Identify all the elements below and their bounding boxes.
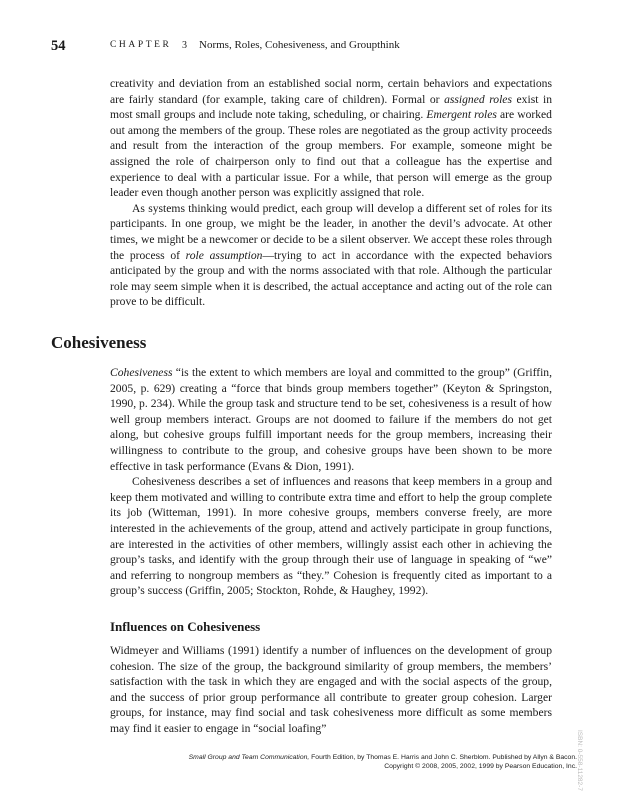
isbn-watermark: ISBN: 0-558-11282-7 [576, 730, 583, 791]
influences-section [110, 643, 552, 737]
intro-section [110, 76, 552, 310]
subsection-heading-influences: Influences on Cohesiveness [110, 619, 261, 634]
cohesiveness-section [110, 365, 552, 599]
footer-book-title: Small Group and Team Communication, [188, 754, 310, 761]
footer-copyright: Copyright © 2008, 2005, 2002, 1999 by Pearson Education, Inc. [384, 762, 577, 770]
chapter-number: 3 [182, 40, 187, 51]
term-cohesiveness: Cohesiveness [110, 366, 173, 379]
term-assigned-roles: assigned roles [444, 92, 512, 106]
intro-paragraph-1: creativity and deviation from an established social norm, certain behaviors and expectations are fairly standard (for example, taking care of children). Formal or assigned roles exist in most small groups and include note taking, scheduling, or chairing. Emergent roles are worked out among the members of the group. These roles are negotiated as the group activity proceeds and result from the interaction of the group members. For example, someone might be assigned the role of chairperson only to find out that a colleague has the expertise and experience to deal with a particular issue. For a while, that person will emerge as the group leader even though another person was explicitly assigned that role. [110, 77, 553, 200]
chapter-label: CHAPTER [110, 40, 172, 50]
cohesiveness-paragraph-1: Cohesiveness “is the extent to which members are loyal and committed to the group” (Griffin, 2005, p. 629) creating a “force that binds group members together” (Keyton & Springston, 1990, p. 234). While the group task and structure tend to be set, cohesiveness is a result of how well group members interact. Groups are not doomed to failure if the members do not get along, but cohesive groups fulfill important needs for the group members, increasing their willingness to contribute to the group, and cohesive groups have been shown to be more effective in task performance (Evans & Dion, 1991). [110, 366, 552, 473]
influences-paragraph-1: Widmeyer and Williams (1991) identify a number of influences on the development of group cohesion. The size of the group, the background similarity of group members, the members’ satisfaction with the task in which they are engaged and with the social aspects of the group, and the success of prior group performance all contribute to greater group cohesion. Larger groups, for instance, may find social and task cohesiveness more difficult as some members may find it easier to engage in “social loafing” [110, 644, 552, 735]
section-heading-cohesiveness: Cohesiveness [51, 333, 147, 352]
page-number: 54 [51, 38, 66, 54]
chapter-title: Norms, Roles, Cohesiveness, and Groupthink [199, 39, 400, 51]
term-emergent-roles: Emergent roles [426, 108, 497, 122]
cohesiveness-paragraph-2: Cohesiveness describes a set of influences and reasons that keep members in a group and keep them motivated and willing to contribute extra time and effort to help the group complete its job (Witteman, 1991). In more cohesive groups, members converse freely, are more interested in the achievements of the group, attend and actively participate in group functions, are interested in the activities of other members, willingly assist each other in achieving the group’s tasks, and identify with the group through their use of language in speaking of “we” and referring to nongroup members as “they.” Cohesion is frequently cited as important to a group’s success (Griffin, 2005; Stockton, Rohde, & Haughey, 1992). [110, 475, 552, 598]
footer-publisher-line: Fourth Edition, by Thomas E. Harris and John C. Sherblom. Published by Allyn & Bacon. [309, 754, 577, 761]
running-head [51, 38, 597, 54]
term-role-assumption: role assumption [185, 248, 263, 262]
copyright-footer [189, 754, 577, 771]
intro-paragraph-2: As systems thinking would predict, each group will develop a different set of roles for its participants. In one group, we might be the leader, in another the devil’s advocate. At other times, we might be a newcomer or decide to be a silent observer. We accept these roles through the process of role assumption—trying to act in accordance with the expected behaviors anticipated by the group and with the norms associated with that role. Although the particular role may seem simple when it is described, the actual acceptance and acting out of the role can prove to be difficult. [110, 201, 552, 309]
